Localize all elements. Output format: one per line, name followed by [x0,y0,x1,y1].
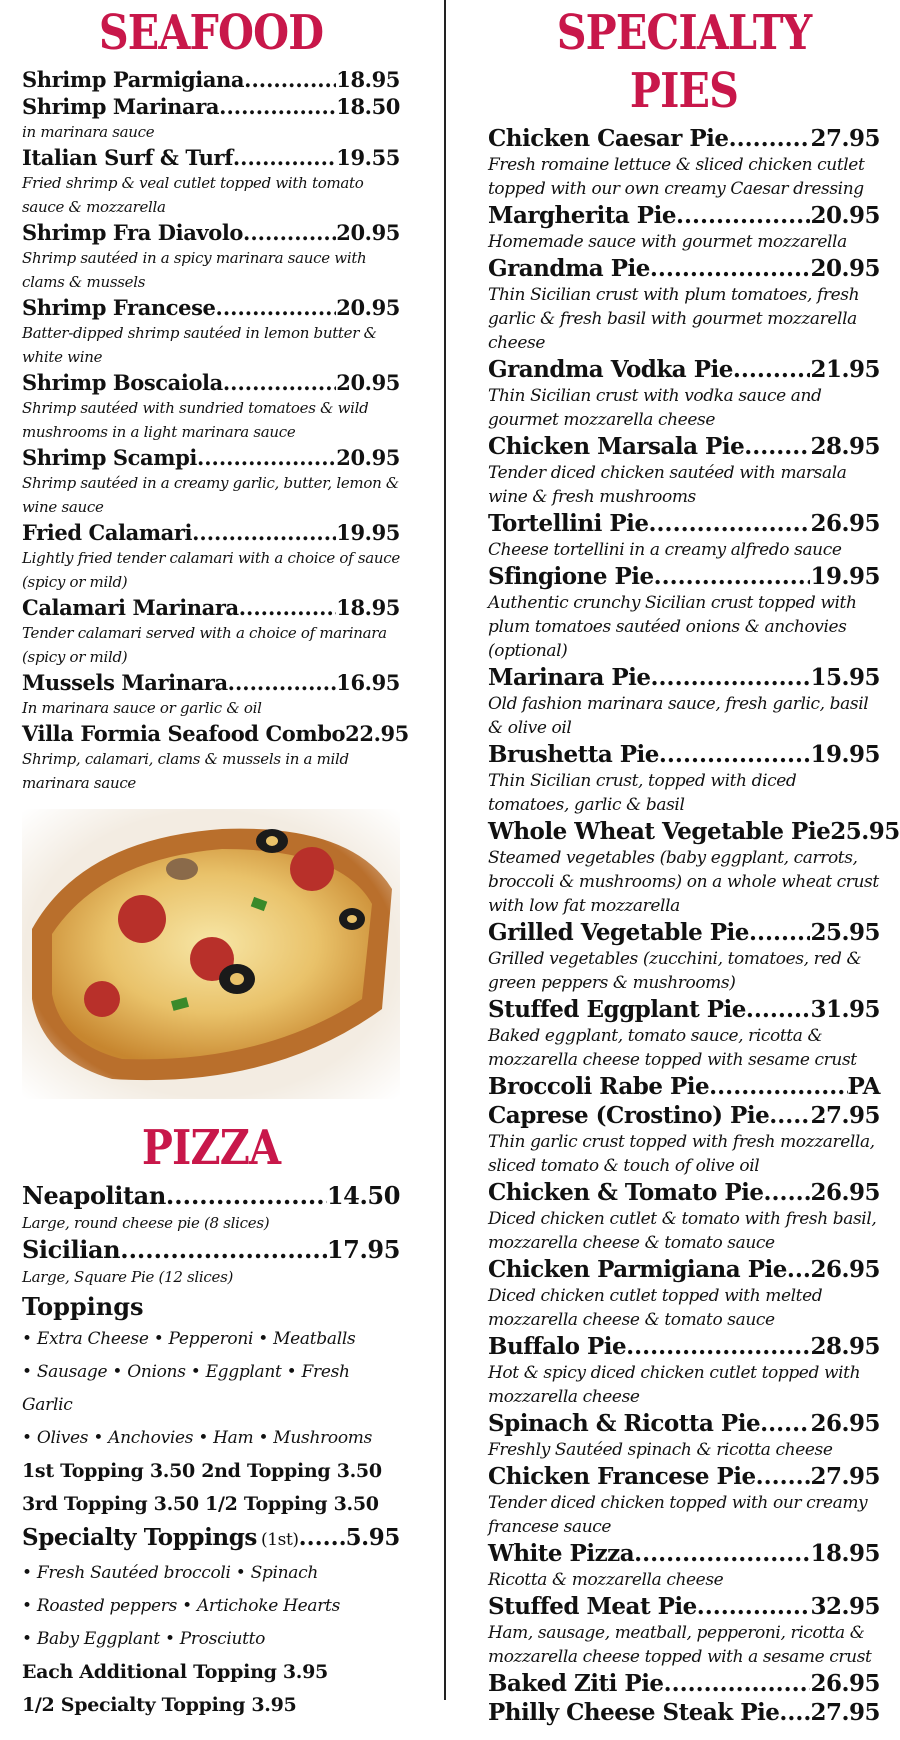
menu-item-price: 19.95 [336,520,400,545]
menu-item-row [488,1592,880,1621]
menu-item-name: Neapolitan [22,1181,166,1210]
menu-item-row [488,1669,880,1698]
menu-item-price: 28.95 [810,1333,880,1360]
specialty-toppings-list [22,1557,400,1656]
leader-dots [650,254,811,283]
menu-item [22,444,400,519]
menu-item [488,201,880,254]
menu-item-name: Sfingione Pie [488,563,654,590]
menu-item-description: Large, Square Pie (12 slices) [22,1268,234,1286]
menu-item [22,144,400,219]
menu-item-description: Grilled vegetables (zucchini, tomatoes, red & green peppers & mushrooms) [488,949,862,993]
menu-item-price: 18.95 [810,1540,880,1567]
menu-item [22,369,400,444]
menu-item-name: Fried Calamari [22,520,193,545]
menu-item-row [488,1332,880,1361]
menu-item-description: Ham, sausage, meatball, pepperoni, ricotta & mozzarella cheese topped with a sesame crust [488,1623,872,1667]
menu-item-description: Cheese tortellini in a creamy alfredo sauce [488,540,842,560]
menu-item-price: 21.95 [810,356,880,383]
menu-item-name: Caprese (Crostino) Pie [488,1102,770,1129]
menu-item-name: Chicken Parmigiana Pie [488,1256,787,1283]
menu-item-row [488,1539,880,1568]
menu-item-description: Old fashion marinara sauce, fresh garlic, basil & olive oil [488,694,869,738]
menu-item [488,1255,880,1332]
menu-item [488,355,880,432]
menu-item [488,1669,880,1698]
leader-dots [764,1178,811,1207]
leader-dots [192,519,336,546]
menu-item-price: 20.95 [336,445,400,470]
leader-dots [744,432,810,461]
menu-item-row [488,663,880,692]
leader-dots [697,1592,811,1621]
left-column [22,0,409,1722]
leader-dots [787,1255,811,1284]
menu-item-row [488,1409,880,1438]
menu-item-price: 18.50 [336,94,400,119]
menu-item-price: 15.95 [810,664,880,691]
menu-item-name: Margherita Pie [488,202,676,229]
menu-item-row [22,1181,400,1211]
menu-item-price: 25.95 [810,919,880,946]
leader-dots [120,1235,327,1265]
menu-item-price: 27.95 [810,125,880,152]
menu-item-price: 20.95 [810,255,880,282]
menu-item [488,1072,880,1101]
menu-item-price: 22.95 [345,721,409,746]
menu-item-row [488,1072,880,1101]
menu-item-row [22,144,400,171]
menu-item-price: 14.50 [326,1181,400,1210]
menu-item-row [488,1101,880,1130]
menu-item-name: Tortellini Pie [488,510,649,537]
leader-dots [654,562,811,591]
pizza-section [22,1119,400,1722]
menu-item-price: 31.95 [810,996,880,1023]
menu-item-price: 20.95 [336,220,400,245]
leader-dots [733,355,811,384]
menu-item-description: Ricotta & mozzarella cheese [488,1570,724,1590]
menu-item-row [488,201,880,230]
menu-item-row [488,254,880,283]
leader-dots [749,918,811,947]
menu-item-description: Shrimp sautéed in a spicy marinara sauce with clams & mussels [22,249,367,291]
menu-item-description: Batter-dipped shrimp sautéed in lemon butter & white wine [22,324,377,366]
leader-dots [746,995,811,1024]
menu-item-description: Diced chicken cutlet & tomato with fresh basil, mozzarella cheese & tomato sauce [488,1209,877,1253]
seafood-list [22,66,409,795]
menu-item-name: Italian Surf & Turf [22,145,233,170]
menu-item [22,669,400,720]
menu-item [488,817,900,918]
menu-item-description: Shrimp, calamari, clams & mussels in a mild marinara sauce [22,750,349,792]
menu-item-name: Mussels Marinara [22,670,228,695]
menu-item-description: Fried shrimp & veal cutlet topped with tomato sauce & mozzarella [22,174,364,216]
additional-topping-line: Each Additional Topping 3.95 [22,1661,328,1683]
menu-item-row [22,66,400,93]
menu-item-row [22,93,400,120]
menu-item-price: 20.95 [336,295,400,320]
menu-item [488,254,880,355]
menu-item-description: Diced chicken cutlet topped with melted mozzarella cheese & tomato sauce [488,1286,823,1330]
menu-item-row [22,519,400,546]
additional-toppings [22,1656,400,1722]
menu-item-price: 26.95 [810,510,880,537]
menu-item-description: Thin Sicilian crust with vodka sauce and gourmet mozzarella cheese [488,386,822,430]
menu-item [22,294,400,369]
menu-item [488,1462,880,1539]
menu-item-row [488,509,880,538]
menu-item [488,432,880,509]
additional-topping-line: 1/2 Specialty Topping 3.95 [22,1694,297,1716]
specialty-toppings-price: 5.95 [345,1524,400,1551]
right-column [488,0,900,1727]
menu-item-row [488,1255,880,1284]
menu-item-row [22,720,409,747]
specialty-toppings-paren: (1st) [260,1530,299,1550]
menu-item-price: 27.95 [810,1699,880,1726]
menu-item-row [488,355,880,384]
menu-item-description: Thin garlic crust topped with fresh mozzarella, sliced tomato & touch of olive oil [488,1132,875,1176]
leader-dots [634,1539,810,1568]
menu-item-price: 20.95 [810,202,880,229]
specialty-pies-list [488,124,900,1727]
specialty-toppings-name: Specialty Toppings (1st) [22,1524,299,1551]
menu-item-name: Chicken & Tomato Pie [488,1179,764,1206]
menu-item-price: 19.95 [810,741,880,768]
leader-dots [219,93,336,120]
menu-item-name: Shrimp Boscaiola [22,370,223,395]
menu-item-price: 25.95 [830,818,900,845]
menu-item-description: Tender diced chicken sautéed with marsala wine & fresh mushrooms [488,463,847,507]
menu-item [488,1101,880,1178]
menu-item-price: PA [847,1073,880,1100]
menu-item [22,519,400,594]
menu-item-row [488,995,880,1024]
menu-item-name: Shrimp Fra Diavolo [22,220,244,245]
menu-item-description: Freshly Sautéed spinach & ricotta cheese [488,1440,833,1460]
menu-item-name: Shrimp Francese [22,295,216,320]
menu-item-name: Shrimp Marinara [22,94,220,119]
menu-item-name: Marinara Pie [488,664,651,691]
menu-item [22,720,409,795]
menu-item-price: 16.95 [336,670,400,695]
menu-item-description: in marinara sauce [22,123,155,141]
menu-item-name: Baked Ziti Pie [488,1670,664,1697]
leader-dots [760,1409,810,1438]
toppings-heading: Toppings [22,1292,144,1321]
specialty-toppings [22,1521,400,1557]
menu-item-price: 26.95 [810,1670,880,1697]
menu-item [22,93,400,144]
leader-dots [779,1698,810,1727]
leader-dots [709,1072,847,1101]
leader-dots [676,201,810,230]
pizza-photo [22,809,400,1099]
pizza-slice-image [22,809,400,1099]
menu-item-row [488,1462,880,1491]
menu-item-name: Buffalo Pie [488,1333,627,1360]
leader-dots [243,219,336,246]
leader-dots [223,369,336,396]
topping-prices [22,1455,400,1521]
menu-item-price: 28.95 [810,433,880,460]
menu-item-name: Stuffed Eggplant Pie [488,996,746,1023]
menu-item-price: 18.95 [336,67,400,92]
pizza-title: PIZZA [141,1120,281,1176]
menu-item-description: Homemade sauce with gourmet mozzarella [488,232,847,252]
menu-item-name: Brushetta Pie [488,741,659,768]
leader-dots [216,294,337,321]
menu-item [488,663,880,740]
leader-dots [651,663,811,692]
topping-line: • Sausage • Onions • Eggplant • Fresh Garlic [22,1362,350,1415]
topping-price-line: 3rd Topping 3.50 1/2 Topping 3.50 [22,1493,379,1515]
leader-dots [769,1101,810,1130]
menu-item-description: Hot & spicy diced chicken cutlet topped with mozzarella cheese [488,1363,861,1407]
menu-item-row [488,1698,880,1727]
menu-item-name: Calamari Marinara [22,595,239,620]
menu-item-price: 27.95 [810,1102,880,1129]
leader-dots [197,444,336,471]
leader-dots [233,144,336,171]
menu-item-description: Thin Sicilian crust, topped with diced tomatoes, garlic & basil [488,771,797,815]
leader-dots [659,740,811,769]
menu-item-name: Philly Cheese Steak Pie [488,1699,780,1726]
menu-item-price: 19.55 [336,145,400,170]
menu-item-name: Grilled Vegetable Pie [488,919,749,946]
menu-item-name: Whole Wheat Vegetable Pie [488,818,831,845]
menu-item [22,66,400,93]
leader-dots [649,509,811,538]
menu-item-name: Broccoli Rabe Pie [488,1073,710,1100]
menu-item-name: Sicilian [22,1235,121,1264]
menu-item [488,562,880,663]
menu-item-price: 26.95 [810,1410,880,1437]
topping-line: • Olives • Anchovies • Ham • Mushrooms [22,1428,373,1448]
menu-item [22,1235,400,1289]
menu-item-description: Baked eggplant, tomato sauce, ricotta & mozzarella cheese topped with sesame crust [488,1026,857,1070]
menu-item-name: White Pizza [488,1540,635,1567]
menu-item-name: Chicken Marsala Pie [488,433,745,460]
specialty-toppings-row [22,1521,400,1557]
leader-dots [244,66,336,93]
menu-item-row [22,669,400,696]
menu-item-row [488,124,880,153]
menu-item-row [488,562,880,591]
menu-item-row [488,740,880,769]
menu-item-name: Shrimp Scampi [22,445,197,470]
specialty-topping-line: • Roasted peppers • Artichoke Hearts [22,1596,341,1616]
leader-dots [299,1521,346,1555]
menu-item [22,219,400,294]
menu-item-description: Steamed vegetables (baby eggplant, carrots, broccoli & mushrooms) on a whole wheat crust with low fat mozzarella [488,848,879,916]
column-divider [444,0,446,1700]
leader-dots [166,1181,327,1211]
menu-item [488,995,880,1072]
menu-item [488,1178,880,1255]
menu-item-row [22,219,400,246]
menu-item-row [22,369,400,396]
menu-item-name: Shrimp Parmigiana [22,67,245,92]
menu-item-row [488,1178,880,1207]
menu-item-row [22,444,400,471]
menu-item-description: Shrimp sautéed with sundried tomatoes & wild mushrooms in a light marinara sauce [22,399,369,441]
menu-item [488,1539,880,1592]
menu-item-description: Thin Sicilian crust with plum tomatoes, fresh garlic & fresh basil with gourmet mozzarella cheese [488,285,860,353]
menu-item-name: Chicken Caesar Pie [488,125,729,152]
menu-item-row [22,1235,400,1265]
menu-item [22,594,400,669]
menu-item-description: Large, round cheese pie (8 slices) [22,1214,270,1232]
specialty-topping-line: • Baby Eggplant • Prosciutto [22,1629,266,1649]
menu-item-row [488,817,900,846]
menu-item-name: Chicken Francese Pie [488,1463,756,1490]
menu-item-price: 32.95 [810,1593,880,1620]
menu-item [488,124,880,201]
menu-item [488,509,880,562]
menu-item-price: 18.95 [336,595,400,620]
menu-item-price: 20.95 [336,370,400,395]
toppings-list [22,1323,400,1455]
leader-dots [664,1669,811,1698]
menu-item [22,1181,400,1235]
specialty-topping-line: • Fresh Sautéed broccoli • Spinach [22,1563,319,1583]
menu-item-name: Villa Formia Seafood Combo [22,721,346,746]
menu-item [488,918,880,995]
menu-item [488,1698,880,1727]
menu-item-name: Stuffed Meat Pie [488,1593,697,1620]
leader-dots [228,669,337,696]
leader-dots [729,124,811,153]
menu-item-description: Lightly fried tender calamari with a choice of sauce (spicy or mild) [22,549,400,591]
menu-item-row [488,918,880,947]
menu-item [488,1409,880,1462]
menu-item [488,740,880,817]
menu-item-price: 26.95 [810,1256,880,1283]
menu-item-name: Grandma Pie [488,255,650,282]
menu-item-row [22,594,400,621]
menu-item [488,1332,880,1409]
seafood-title: SEAFOOD [98,5,324,61]
menu-item-price: 19.95 [810,563,880,590]
topping-line: • Extra Cheese • Pepperoni • Meatballs [22,1329,356,1349]
menu-item-price: 17.95 [326,1235,400,1264]
menu-item-name: Grandma Vodka Pie [488,356,733,383]
leader-dots [626,1332,810,1361]
menu-item-price: 26.95 [810,1179,880,1206]
pizza-list [22,1181,400,1289]
menu-item-description: Authentic crunchy Sicilian crust topped with plum tomatoes sautéed onions & anchovies (optional) [488,593,857,661]
specialty-pies-title: SPECIALTY PIES [556,5,812,119]
menu-item-description: In marinara sauce or garlic & oil [22,699,262,717]
menu-item [488,1592,880,1669]
leader-dots [239,594,337,621]
menu-item-row [22,294,400,321]
menu-item-description: Fresh romaine lettuce & sliced chicken cutlet topped with our own creamy Caesar dressing [488,155,865,199]
leader-dots [756,1462,811,1491]
menu-item-name: Spinach & Ricotta Pie [488,1410,761,1437]
topping-price-line: 1st Topping 3.50 2nd Topping 3.50 [22,1460,382,1482]
menu-item-price: 27.95 [810,1463,880,1490]
menu-item-description: Tender calamari served with a choice of marinara (spicy or mild) [22,624,387,666]
menu-item-description: Shrimp sautéed in a creamy garlic, butter, lemon & wine sauce [22,474,399,516]
menu-item-description: Tender diced chicken topped with our creamy francese sauce [488,1493,868,1537]
menu-item-row [488,432,880,461]
